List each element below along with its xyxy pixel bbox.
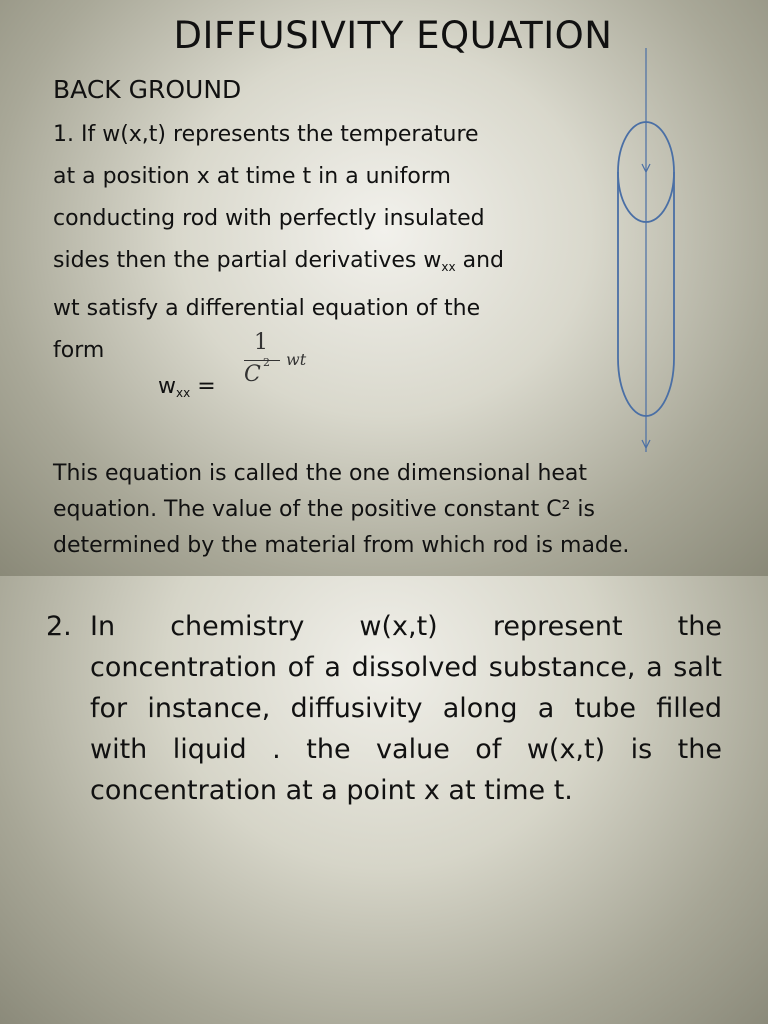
equation-lhs xyxy=(158,374,216,400)
subscript-xx: xx xyxy=(441,260,456,274)
lhs-subscript: xx xyxy=(176,386,191,400)
item-2-line: concentration at a point x at time t. xyxy=(90,775,573,806)
fraction-bar xyxy=(244,360,280,361)
item-1-line: conducting rod with perfectly insulated xyxy=(53,206,485,231)
explanation-line: equation. The value of the positive constant C² is xyxy=(53,497,596,522)
fraction-denominator: C xyxy=(244,362,261,387)
explanation-line: This equation is called the one dimensional heat xyxy=(53,461,588,486)
item-1-line: wt satisfy a differential equation of the xyxy=(53,296,481,321)
fraction-numerator: 1 xyxy=(254,330,268,355)
slide-2 xyxy=(0,576,768,1024)
lhs-w: w xyxy=(158,374,176,399)
item-2-line: with liquid . the value of w(x,t) is the xyxy=(90,734,722,765)
item-2-number: 2. xyxy=(46,611,72,642)
item-1-line-4 xyxy=(53,240,583,288)
item-1-line-4-text: sides then the partial derivatives w xyxy=(53,248,442,273)
equation-factor: wt xyxy=(286,350,307,369)
equation-explanation xyxy=(53,456,733,564)
item-1-line: form xyxy=(53,338,105,363)
item-2-line: for instance, diffusivity along a tube filled xyxy=(90,693,722,724)
item-2-line: In chemistry w(x,t) represent the xyxy=(90,611,722,642)
item-1-line: 1. If w(x,t) represents the temperature xyxy=(53,122,479,147)
subheading: BACK GROUND xyxy=(53,75,242,104)
rod-diagram xyxy=(600,40,700,460)
explanation-line: determined by the material from which rod is made. xyxy=(53,533,630,558)
slide-title: DIFFUSIVITY EQUATION xyxy=(173,14,613,57)
item-1-line: at a position x at time t in a uniform xyxy=(53,164,451,189)
item-1-line-4-tail: and xyxy=(455,248,504,273)
heat-equation xyxy=(158,330,358,410)
equals-sign: = xyxy=(190,374,216,399)
item-2-body xyxy=(90,606,722,811)
denominator-exponent: 2 xyxy=(263,356,270,369)
item-2-line: concentration of a dissolved substance, a salt xyxy=(90,652,722,683)
